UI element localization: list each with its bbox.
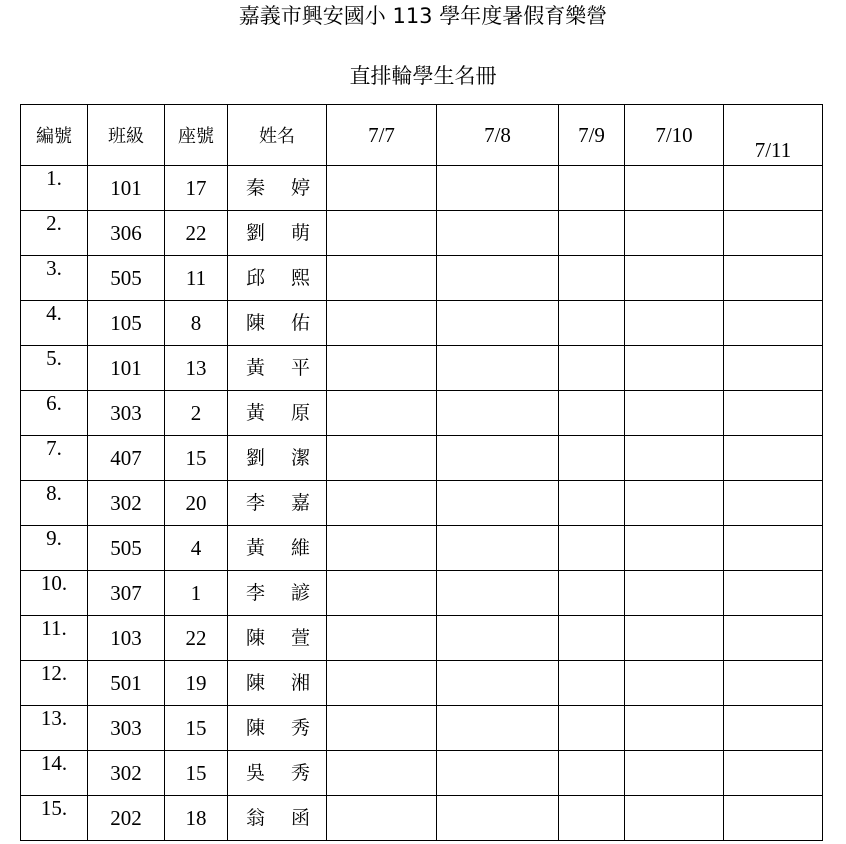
name-cell xyxy=(228,166,327,211)
row-number-cell: 14. xyxy=(21,751,88,796)
attendance-cell xyxy=(437,616,559,661)
table-row xyxy=(21,301,823,346)
student-roster-table xyxy=(20,104,823,841)
header-date: 7/9 xyxy=(559,105,625,166)
attendance-cell xyxy=(327,706,437,751)
student-given-name: 秀 xyxy=(290,762,310,784)
attendance-cell xyxy=(625,211,724,256)
attendance-cell xyxy=(625,301,724,346)
attendance-cell xyxy=(437,436,559,481)
attendance-cell xyxy=(724,526,823,571)
table-row xyxy=(21,706,823,751)
attendance-cell xyxy=(437,301,559,346)
student-surname: 翁 xyxy=(246,807,266,829)
seat-cell: 22 xyxy=(165,211,228,256)
attendance-cell xyxy=(559,301,625,346)
name-cell xyxy=(228,796,327,841)
student-surname: 黃 xyxy=(246,402,266,424)
student-given-name: 原 xyxy=(290,402,310,424)
student-given-name: 諺 xyxy=(290,582,310,604)
student-name xyxy=(228,671,326,695)
attendance-cell xyxy=(559,571,625,616)
attendance-cell xyxy=(724,391,823,436)
header-name: 姓名 xyxy=(228,105,327,166)
table-row xyxy=(21,571,823,616)
seat-cell: 2 xyxy=(165,391,228,436)
student-name xyxy=(228,491,326,515)
student-surname: 陳 xyxy=(246,672,266,694)
attendance-cell xyxy=(327,616,437,661)
table-row xyxy=(21,256,823,301)
attendance-cell xyxy=(437,751,559,796)
attendance-cell xyxy=(327,301,437,346)
seat-cell: 17 xyxy=(165,166,228,211)
student-name xyxy=(228,626,326,650)
attendance-cell xyxy=(437,661,559,706)
name-cell xyxy=(228,301,327,346)
attendance-cell xyxy=(724,571,823,616)
row-number-cell: 4. xyxy=(21,301,88,346)
attendance-cell xyxy=(625,616,724,661)
table-row xyxy=(21,616,823,661)
attendance-cell xyxy=(559,256,625,301)
seat-cell: 11 xyxy=(165,256,228,301)
attendance-cell xyxy=(724,751,823,796)
attendance-cell xyxy=(327,346,437,391)
roster-body xyxy=(21,166,823,841)
attendance-cell xyxy=(559,796,625,841)
header-date: 7/11 xyxy=(724,105,823,166)
class-cell: 202 xyxy=(88,796,165,841)
attendance-cell xyxy=(559,616,625,661)
attendance-cell xyxy=(625,256,724,301)
table-row xyxy=(21,166,823,211)
attendance-cell xyxy=(559,211,625,256)
name-cell xyxy=(228,751,327,796)
attendance-cell xyxy=(437,166,559,211)
row-number-cell: 10. xyxy=(21,571,88,616)
table-row xyxy=(21,661,823,706)
class-cell: 501 xyxy=(88,661,165,706)
name-cell xyxy=(228,571,327,616)
student-surname: 陳 xyxy=(246,717,266,739)
header-number: 編號 xyxy=(21,105,88,166)
row-number-cell: 8. xyxy=(21,481,88,526)
seat-cell: 15 xyxy=(165,706,228,751)
table-row xyxy=(21,346,823,391)
student-name xyxy=(228,716,326,740)
row-number-cell: 5. xyxy=(21,346,88,391)
attendance-cell xyxy=(724,616,823,661)
student-surname: 黃 xyxy=(246,357,266,379)
table-row xyxy=(21,796,823,841)
row-number-cell: 2. xyxy=(21,211,88,256)
name-cell xyxy=(228,661,327,706)
table-row xyxy=(21,751,823,796)
table-row xyxy=(21,481,823,526)
class-cell: 303 xyxy=(88,706,165,751)
student-surname: 陳 xyxy=(246,312,266,334)
attendance-cell xyxy=(437,526,559,571)
attendance-cell xyxy=(625,796,724,841)
class-cell: 101 xyxy=(88,346,165,391)
attendance-cell xyxy=(559,526,625,571)
student-name xyxy=(228,221,326,245)
attendance-cell xyxy=(625,526,724,571)
attendance-cell xyxy=(437,256,559,301)
seat-cell: 13 xyxy=(165,346,228,391)
attendance-cell xyxy=(724,481,823,526)
attendance-cell xyxy=(327,391,437,436)
student-given-name: 熙 xyxy=(290,267,310,289)
attendance-cell xyxy=(724,256,823,301)
student-name xyxy=(228,446,326,470)
class-cell: 407 xyxy=(88,436,165,481)
row-number-cell: 15. xyxy=(21,796,88,841)
name-cell xyxy=(228,256,327,301)
student-given-name: 湘 xyxy=(290,672,310,694)
student-given-name: 佑 xyxy=(290,312,310,334)
student-given-name: 平 xyxy=(290,357,310,379)
class-cell: 103 xyxy=(88,616,165,661)
student-given-name: 潔 xyxy=(290,447,310,469)
student-given-name: 萌 xyxy=(290,222,310,244)
attendance-cell xyxy=(559,166,625,211)
student-name xyxy=(228,311,326,335)
student-surname: 邱 xyxy=(246,267,266,289)
attendance-cell xyxy=(437,796,559,841)
row-number-cell: 11. xyxy=(21,616,88,661)
attendance-cell xyxy=(327,571,437,616)
seat-cell: 15 xyxy=(165,751,228,796)
attendance-cell xyxy=(327,661,437,706)
name-cell xyxy=(228,526,327,571)
attendance-cell xyxy=(327,526,437,571)
table-row xyxy=(21,211,823,256)
student-name xyxy=(228,266,326,290)
class-cell: 302 xyxy=(88,751,165,796)
seat-cell: 15 xyxy=(165,436,228,481)
attendance-cell xyxy=(437,706,559,751)
student-given-name: 嘉 xyxy=(290,492,310,514)
table-row xyxy=(21,436,823,481)
attendance-cell xyxy=(724,796,823,841)
attendance-cell xyxy=(724,661,823,706)
class-cell: 302 xyxy=(88,481,165,526)
attendance-cell xyxy=(724,436,823,481)
class-cell: 101 xyxy=(88,166,165,211)
attendance-cell xyxy=(559,751,625,796)
student-surname: 李 xyxy=(246,492,266,514)
row-number-cell: 6. xyxy=(21,391,88,436)
header-date: 7/10 xyxy=(625,105,724,166)
attendance-cell xyxy=(437,481,559,526)
attendance-cell xyxy=(724,211,823,256)
attendance-cell xyxy=(327,751,437,796)
seat-cell: 4 xyxy=(165,526,228,571)
class-cell: 306 xyxy=(88,211,165,256)
attendance-cell xyxy=(327,166,437,211)
seat-cell: 1 xyxy=(165,571,228,616)
table-row xyxy=(21,391,823,436)
attendance-cell xyxy=(437,211,559,256)
attendance-cell xyxy=(559,661,625,706)
attendance-cell xyxy=(724,706,823,751)
attendance-cell xyxy=(327,436,437,481)
row-number-cell: 3. xyxy=(21,256,88,301)
attendance-cell xyxy=(327,796,437,841)
row-number-cell: 1. xyxy=(21,166,88,211)
seat-cell: 22 xyxy=(165,616,228,661)
name-cell xyxy=(228,391,327,436)
seat-cell: 19 xyxy=(165,661,228,706)
student-name xyxy=(228,356,326,380)
attendance-cell xyxy=(625,571,724,616)
name-cell xyxy=(228,616,327,661)
attendance-cell xyxy=(559,391,625,436)
table-row xyxy=(21,526,823,571)
student-surname: 劉 xyxy=(246,222,266,244)
row-number-cell: 9. xyxy=(21,526,88,571)
attendance-cell xyxy=(625,391,724,436)
attendance-cell xyxy=(437,346,559,391)
name-cell xyxy=(228,481,327,526)
name-cell xyxy=(228,436,327,481)
class-cell: 505 xyxy=(88,526,165,571)
attendance-cell xyxy=(437,571,559,616)
document-title: 嘉義市興安國小 113 學年度暑假育樂營 xyxy=(238,4,608,28)
student-given-name: 函 xyxy=(290,807,310,829)
attendance-cell xyxy=(625,661,724,706)
student-surname: 陳 xyxy=(246,627,266,649)
student-name xyxy=(228,176,326,200)
document-subtitle: 直排輪學生名冊 xyxy=(349,64,497,88)
row-number-cell: 7. xyxy=(21,436,88,481)
header-class: 班級 xyxy=(88,105,165,166)
attendance-cell xyxy=(559,346,625,391)
attendance-cell xyxy=(327,256,437,301)
seat-cell: 8 xyxy=(165,301,228,346)
attendance-cell xyxy=(724,346,823,391)
seat-cell: 20 xyxy=(165,481,228,526)
class-cell: 307 xyxy=(88,571,165,616)
student-surname: 吳 xyxy=(246,762,266,784)
class-cell: 505 xyxy=(88,256,165,301)
header-seat: 座號 xyxy=(165,105,228,166)
attendance-cell xyxy=(625,481,724,526)
name-cell xyxy=(228,346,327,391)
student-given-name: 秀 xyxy=(290,717,310,739)
attendance-cell xyxy=(327,481,437,526)
student-surname: 劉 xyxy=(246,447,266,469)
student-surname: 黃 xyxy=(246,537,266,559)
header-date: 7/7 xyxy=(327,105,437,166)
seat-cell: 18 xyxy=(165,796,228,841)
student-given-name: 維 xyxy=(290,537,310,559)
attendance-cell xyxy=(559,481,625,526)
header-date: 7/8 xyxy=(437,105,559,166)
student-name xyxy=(228,401,326,425)
attendance-cell xyxy=(437,391,559,436)
row-number-cell: 13. xyxy=(21,706,88,751)
header-row xyxy=(21,105,823,166)
attendance-cell xyxy=(327,211,437,256)
student-surname: 秦 xyxy=(246,177,266,199)
student-name xyxy=(228,536,326,560)
class-cell: 105 xyxy=(88,301,165,346)
attendance-cell xyxy=(724,301,823,346)
attendance-cell xyxy=(559,436,625,481)
attendance-cell xyxy=(559,706,625,751)
student-surname: 李 xyxy=(246,582,266,604)
attendance-cell xyxy=(625,436,724,481)
class-cell: 303 xyxy=(88,391,165,436)
student-name xyxy=(228,581,326,605)
name-cell xyxy=(228,706,327,751)
row-number-cell: 12. xyxy=(21,661,88,706)
attendance-cell xyxy=(625,706,724,751)
student-name xyxy=(228,761,326,785)
student-given-name: 婷 xyxy=(290,177,310,199)
attendance-cell xyxy=(625,346,724,391)
attendance-cell xyxy=(625,166,724,211)
student-name xyxy=(228,806,326,830)
name-cell xyxy=(228,211,327,256)
attendance-cell xyxy=(625,751,724,796)
attendance-cell xyxy=(724,166,823,211)
student-given-name: 萱 xyxy=(290,627,310,649)
